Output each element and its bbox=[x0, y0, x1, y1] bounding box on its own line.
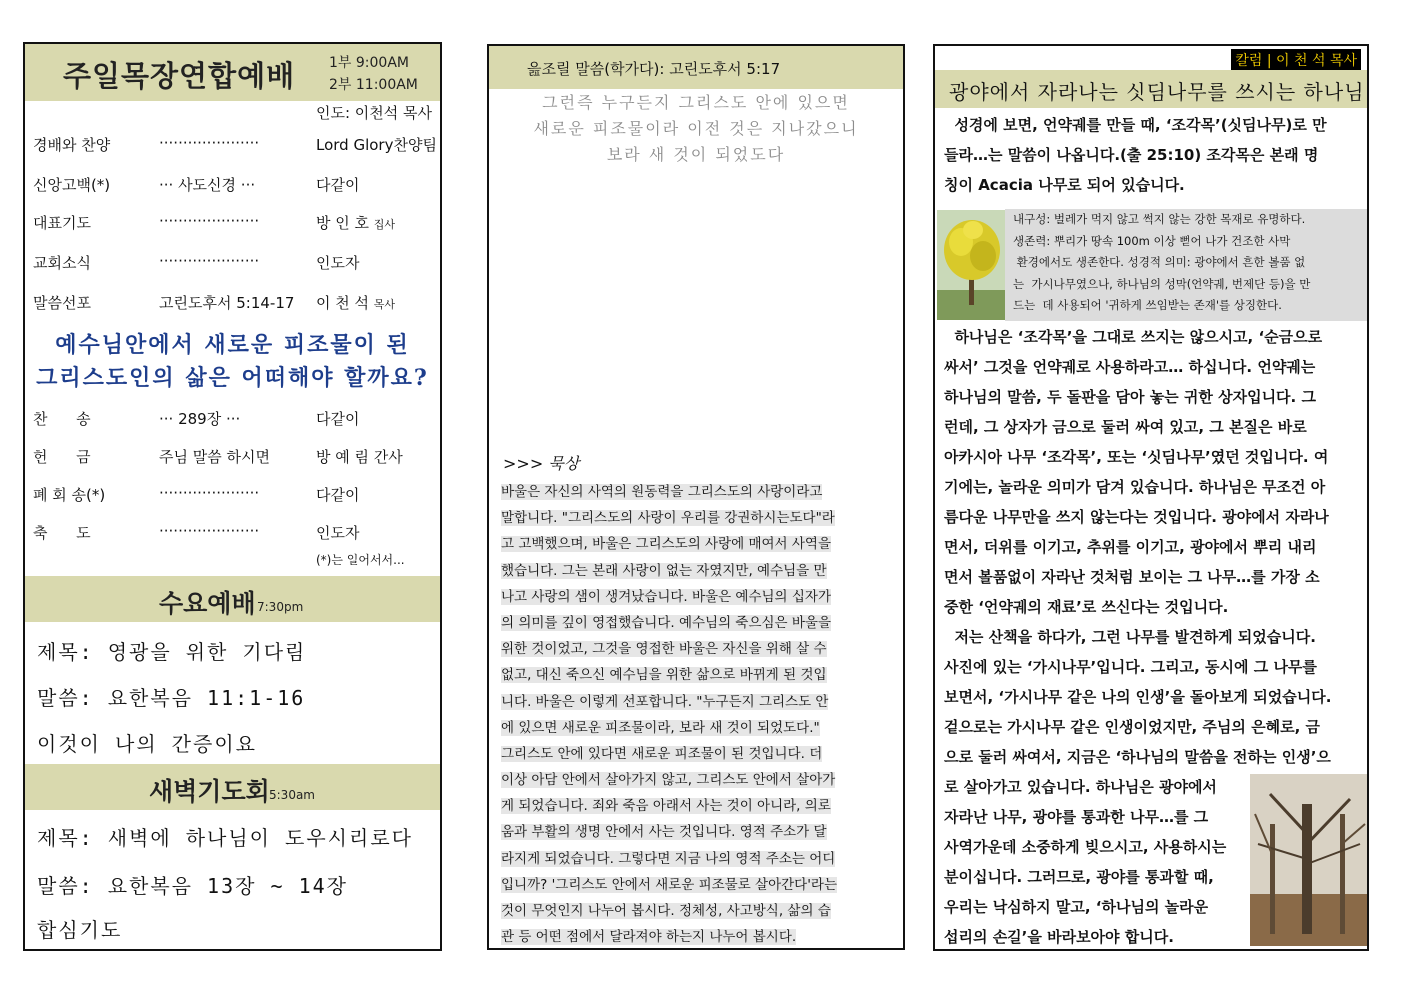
order-row bbox=[33, 484, 433, 506]
order-item-detail: 주님 말씀 하시면 bbox=[159, 448, 270, 466]
stand-note: (*)는 일어서서... bbox=[316, 553, 405, 567]
meditation-line-text: 관 등 어떤 점에서 달라져야 하는지 나누어 봅시다. bbox=[501, 929, 797, 946]
meditation-line bbox=[501, 535, 896, 561]
meditation-line bbox=[501, 928, 896, 950]
meditation-line-text: 말합니다. "그리스도의 사랑이 우리를 강권하시는도다"라 bbox=[501, 510, 835, 527]
meditation-line bbox=[501, 876, 896, 902]
wednesday-line3: 이것이 나의 간증이요 bbox=[37, 732, 257, 756]
caption-line: 내구성: 벌레가 먹지 않고 썩지 않는 강한 목재로 유명하다. bbox=[1013, 212, 1306, 226]
meditation-line bbox=[501, 509, 896, 535]
meditation-line-text: 그리스도 안에 있다면 새로운 피조물이 된 것입니다. 더 bbox=[501, 745, 823, 762]
meditation-line bbox=[501, 562, 896, 588]
intro-line: 칭이 Acacia 나무로 되어 있습니다. bbox=[944, 176, 1185, 194]
meditation-line-text: 나고 사랑의 샘이 생겨났습니다. 바울은 예수님의 십자가 bbox=[501, 588, 831, 605]
meditation-line bbox=[501, 483, 896, 509]
meditation-line bbox=[501, 614, 896, 640]
order-item-detail: ··· 사도신경 ··· bbox=[159, 176, 256, 194]
order-item-person bbox=[316, 174, 359, 195]
meditation-line-text: 이상 아담 안에서 살아가지 않고, 그리스도 안에서 살아가 bbox=[501, 772, 836, 789]
sermon-title-line1: 예수님안에서 새로운 피조물이 된 bbox=[55, 332, 410, 358]
order-item-person bbox=[316, 134, 437, 155]
meditation-line-text: 에 있으면 새로운 피조물이라, 보라 새 것이 되었도다." bbox=[501, 719, 820, 736]
body-line: 사진에 있는 ‘가시나무’입니다. 그리고, 동시에 그 나무를 bbox=[944, 658, 1317, 676]
service-time-2: 2부 11:00AM bbox=[329, 77, 418, 93]
body-line: 중한 ‘언약궤의 재료’로 쓰신다는 것입니다. bbox=[944, 598, 1229, 616]
thorn-tree-photo bbox=[1250, 774, 1368, 946]
order-item-label: 축 도 bbox=[33, 524, 91, 542]
intro-line: 들라…는 말씀이 나옵니다.(출 25:10) 조각목은 본래 명 bbox=[944, 146, 1319, 164]
order-row bbox=[33, 292, 433, 314]
acacia-caption bbox=[1005, 209, 1368, 321]
dawn-time: 5:30am bbox=[269, 788, 315, 802]
wednesday-subject: 제목: 영광을 위한 기다림 bbox=[37, 640, 307, 664]
recitation-title: 읊조릴 말씀(학가다): 고린도후서 5:17 bbox=[527, 60, 781, 78]
worship-leader: 인도: 이천석 목사 bbox=[316, 104, 433, 122]
order-item-person: 인도자 bbox=[316, 524, 360, 542]
body-line: 름다운 나무만을 쓰지 않는다는 것입니다. 광야에서 자라나 bbox=[944, 508, 1329, 526]
meditation-line-text: 입니까? '그리스도 안에서 새로운 피조물로 살아간다'라는 bbox=[501, 876, 837, 893]
order-row bbox=[33, 522, 433, 544]
order-item-label: 찬 송 bbox=[33, 410, 91, 428]
meditation-line-text: 위한 것이었고, 그것을 영접한 바울은 자신을 위해 살 수 bbox=[501, 641, 827, 658]
verse-line: 보라 새 것이 되었도다 bbox=[606, 145, 786, 164]
worship-header bbox=[25, 44, 440, 101]
order-person-name: Lord Glory찬양팀 bbox=[316, 136, 437, 154]
meditation-line-text: 했습니다. 그는 본래 사랑이 없는 자였지만, 예수님을 만 bbox=[501, 562, 827, 579]
column-panel bbox=[933, 44, 1369, 951]
order-item-person bbox=[316, 212, 395, 233]
order-person-name: 방 인 호 bbox=[316, 214, 370, 232]
order-person-name: 이 천 석 bbox=[316, 294, 370, 312]
order-item-detail: ··· 289장 ··· bbox=[159, 410, 241, 428]
meditation-line bbox=[501, 797, 896, 823]
order-item-person: 다같이 bbox=[316, 486, 360, 504]
body-line: 겉으로는 가시나무 같은 인생이었지만, 주님의 은혜로, 금 bbox=[944, 718, 1321, 736]
body-line: 면서 볼품없이 자라난 것처럼 보이는 그 나무…를 가장 소 bbox=[944, 568, 1320, 586]
order-person-name: 다같이 bbox=[316, 176, 360, 194]
order-person-title: 집사 bbox=[373, 218, 396, 231]
bodyNarrow-line: 섭리의 손길’을 바라보아야 합니다. bbox=[944, 928, 1174, 946]
bodyNarrow-line: 우리는 낙심하지 말고, ‘하나님의 놀라운 bbox=[944, 898, 1209, 916]
service-time-1: 1부 9:00AM bbox=[329, 55, 409, 71]
meditation-label: >>> 묵상 bbox=[503, 454, 580, 473]
meditation-line-text: 게 되었습니다. 죄와 죽음 아래서 사는 것이 아니라, 의로 bbox=[501, 798, 831, 815]
meditation-line bbox=[501, 850, 896, 876]
order-item-label: 신앙고백(*) bbox=[33, 176, 111, 194]
caption-line: 드는 데 사용되어 '귀하게 쓰임받는 존재'를 상징한다. bbox=[1013, 298, 1282, 312]
body-line: 하나님의 말씀, 두 돌판을 담아 놓는 귀한 상자입니다. 그 bbox=[944, 388, 1316, 406]
body-line: 보면서, ‘가시나무 같은 나의 인생’을 돌아보게 되었습니다. bbox=[944, 688, 1332, 706]
caption-line: 환경에서도 생존한다. 성경적 의미: 광야에서 흔한 볼품 없 bbox=[1013, 255, 1306, 269]
order-item-label: 교회소식 bbox=[33, 254, 91, 272]
body-line: 으로 둘러 싸여서, 지금은 ‘하나님의 말씀을 전하는 인생’으 bbox=[944, 748, 1331, 766]
column-intro bbox=[944, 114, 1327, 204]
order-row bbox=[33, 408, 433, 430]
bodyNarrow-line: 자라난 나무, 광야를 통과한 나무…를 그 bbox=[944, 808, 1209, 826]
column-header bbox=[935, 70, 1367, 108]
meditation-line bbox=[501, 823, 896, 849]
dawn-scripture: 말씀: 요한복음 13장 ~ 14장 bbox=[37, 874, 348, 898]
dawn-subject: 제목: 새벽에 하나님이 도우시리로다 bbox=[37, 826, 413, 850]
order-person-name: 인도자 bbox=[316, 254, 360, 272]
meditation-line-text: 의 의미를 깊이 영접했습니다. 예수님의 죽으심은 바울을 bbox=[501, 614, 831, 631]
bodyNarrow-line: 로 살아가고 있습니다. 하나님은 광야에서 bbox=[944, 778, 1217, 796]
bodyNarrow-line: 사역가운데 소중하게 빚으시고, 사용하시는 bbox=[944, 838, 1227, 856]
meditation-text bbox=[501, 483, 896, 950]
order-item-detail: 고린도후서 5:14-17 bbox=[159, 294, 295, 312]
meditation-line bbox=[501, 640, 896, 666]
meditation-line bbox=[501, 588, 896, 614]
body-line: 하나님은 ‘조각목’을 그대로 쓰지는 않으시고, ‘순금으로 bbox=[944, 328, 1323, 346]
dawn-line3: 합심기도 bbox=[37, 918, 123, 942]
body-line: 면서, 더위를 이기고, 추위를 이기고, 광야에서 뿌리 내리 bbox=[944, 538, 1317, 556]
meditation-line bbox=[501, 902, 896, 928]
dawn-title: 새벽기도회 bbox=[149, 777, 270, 806]
order-item-person bbox=[316, 292, 395, 313]
bodyNarrow-line: 분이십니다. 그러므로, 광야를 통과할 때, bbox=[944, 868, 1214, 886]
body-line: 싸서’ 그것을 언약궤로 사용하라고… 하십니다. 언약궤는 bbox=[944, 358, 1316, 376]
order-row bbox=[33, 212, 433, 234]
order-item-label: 헌 금 bbox=[33, 448, 91, 466]
wednesday-header bbox=[25, 576, 440, 622]
order-item-detail: ····················· bbox=[159, 522, 260, 540]
meditation-line bbox=[501, 719, 896, 745]
wednesday-time: 7:30pm bbox=[257, 600, 304, 614]
column-body-end bbox=[944, 776, 1226, 951]
meditation-line-text: 바울은 자신의 사역의 원동력을 그리스도의 사랑이라고 bbox=[501, 484, 823, 500]
meditation-line-text: 라지게 되었습니다. 그렇다면 지금 나의 영적 주소는 어디 bbox=[501, 850, 836, 867]
meditation-line bbox=[501, 771, 896, 797]
order-item-detail: ····················· bbox=[159, 212, 260, 230]
column-body bbox=[944, 326, 1331, 776]
recitation-panel bbox=[487, 44, 905, 950]
order-item-person: 방 예 림 간사 bbox=[316, 448, 403, 466]
body-line: 런데, 그 상자가 금으로 둘러 싸여 있고, 그 본질은 바로 bbox=[944, 418, 1307, 436]
meditation-line bbox=[501, 693, 896, 719]
body-line: 기에는, 놀라운 의미가 담겨 있습니다. 하나님은 무조건 아 bbox=[944, 478, 1326, 496]
wednesday-scripture: 말씀: 요한복음 11:1-16 bbox=[37, 686, 306, 710]
sermon-title-line2: 그리스도인의 삶은 어떠해야 할까요? bbox=[36, 365, 429, 391]
dawn-header bbox=[25, 764, 440, 810]
order-row bbox=[33, 252, 433, 274]
verse-line: 그런즉 누구든지 그리스도 안에 있으면 bbox=[542, 93, 850, 112]
order-row bbox=[33, 446, 433, 468]
order-item-detail: ····················· bbox=[159, 134, 260, 152]
caption-line: 는 가시나무였으나, 하나님의 성막(언약궤, 번제단 등)을 만 bbox=[1013, 276, 1311, 291]
order-item-label: 말씀선포 bbox=[33, 294, 91, 312]
body-line: 아카시아 나무 ‘조각목’, 또는 ‘싯딤나무’였던 것입니다. 여 bbox=[944, 448, 1329, 466]
recitation-header bbox=[489, 46, 903, 89]
meditation-line-text: 것이 무엇인지 나누어 봅시다. 정체성, 사고방식, 삶의 습 bbox=[501, 903, 831, 919]
meditation-line bbox=[501, 666, 896, 692]
meditation-line-text: 고 고백했으며, 바울은 그리스도의 사랑에 매여서 사역을 bbox=[501, 536, 831, 553]
worship-order-panel bbox=[23, 42, 442, 951]
wednesday-title: 수요예배 bbox=[159, 589, 256, 618]
order-person-title: 목사 bbox=[373, 298, 396, 311]
order-row bbox=[33, 174, 433, 196]
order-item-label: 폐 회 송(*) bbox=[33, 486, 106, 504]
meditation-line-text: 없고, 대신 죽으신 예수님을 위한 삶으로 바뀌게 된 것입 bbox=[501, 667, 827, 684]
meditation-line-text: 움과 부활의 생명 안에서 사는 것입니다. 영적 주소가 달 bbox=[501, 824, 827, 841]
worship-title: 주일목장연합예배 bbox=[63, 59, 296, 93]
meditation-line bbox=[501, 745, 896, 771]
caption-line: 생존력: 뿌리가 땅속 100m 이상 뻗어 나가 건조한 사막 bbox=[1013, 233, 1291, 248]
meditation-line-text: 니다. 바울은 이렇게 선포합니다. "누구든지 그리스도 안 bbox=[501, 693, 829, 710]
intro-line: 성경에 보면, 언약궤를 만들 때, ‘조각목’(싯딤나무)로 만 bbox=[944, 116, 1327, 134]
acacia-tree-photo bbox=[937, 210, 1007, 320]
verse-line: 새로운 피조물이라 이전 것은 지나갔으니 bbox=[533, 119, 859, 138]
body-line: 저는 산책을 하다가, 그런 나무를 발견하게 되었습니다. bbox=[944, 628, 1316, 646]
order-item-label: 경배와 찬양 bbox=[33, 136, 111, 154]
order-item-label: 대표기도 bbox=[33, 214, 91, 232]
column-title: 광야에서 자라나는 싯딤나무를 쓰시는 하나님 bbox=[949, 80, 1365, 104]
order-item-detail: ····················· bbox=[159, 484, 260, 502]
column-author-tag: 칼럼 | 이 천 석 목사 bbox=[1231, 49, 1361, 71]
order-item-person: 다같이 bbox=[316, 410, 360, 428]
order-item-person bbox=[316, 252, 359, 273]
order-item-detail: ····················· bbox=[159, 252, 260, 270]
order-row bbox=[33, 134, 437, 156]
